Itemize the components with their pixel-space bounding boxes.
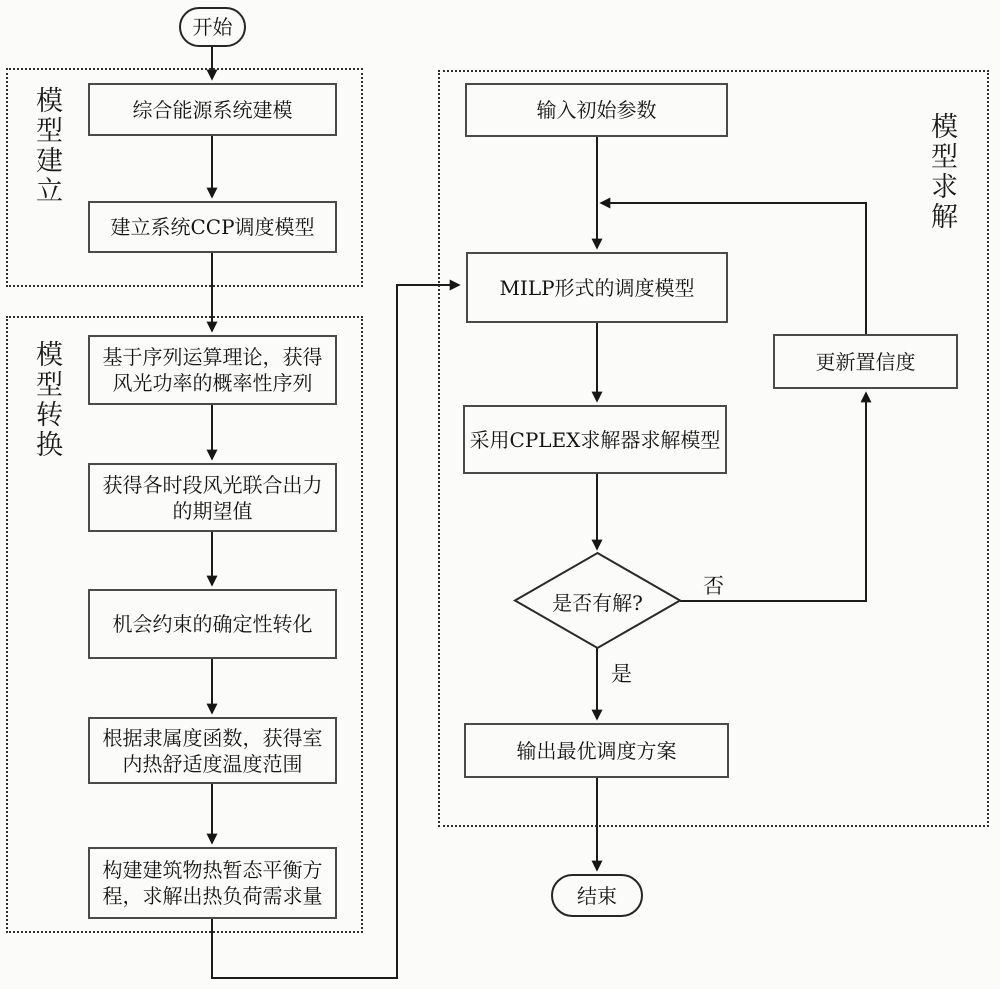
node-chance-constraint-label: 机会约束的确定性转化: [112, 612, 313, 636]
node-output-plan: [464, 723, 729, 778]
node-input-params: [465, 83, 728, 137]
node-cplex-solve: [463, 405, 727, 474]
node-joint-output: [88, 463, 337, 532]
node-thermal-balance: [88, 847, 337, 919]
branch-no-label: 否: [703, 574, 724, 598]
start-label: 开始: [192, 15, 233, 39]
node-comfort-range-line2: 内热舒适度温度范围: [122, 751, 303, 776]
node-comfort-range-line1: 根据隶属度函数，获得室: [102, 725, 323, 750]
node-chance-constraint: [88, 589, 337, 659]
group-model-building-label: 模型建立: [31, 86, 62, 206]
node-ies-modeling: [88, 83, 337, 136]
node-comfort-range: [88, 717, 337, 784]
node-input-params-label: 输入初始参数: [536, 98, 657, 122]
node-prob-sequence: [88, 335, 337, 405]
node-thermal-balance-line2: 程，求解出热负荷需求量: [102, 884, 323, 908]
node-joint-output-line2: 的期望值: [172, 498, 253, 523]
branch-yes-label: 是: [611, 662, 632, 686]
end-node: [551, 874, 643, 917]
node-milp-model-label: MILP形式的调度模型: [499, 275, 695, 300]
node-cplex-solve-label: 采用CPLEX求解器求解模型: [469, 427, 721, 452]
node-output-plan-label: 输出最优调度方案: [516, 738, 677, 763]
node-prob-sequence-line1: 基于序列运算理论，获得: [102, 345, 323, 369]
node-ccp-model-label: 建立系统CCP调度模型: [110, 215, 315, 239]
node-update-confidence-label: 更新置信度: [815, 349, 916, 374]
node-milp-model: [466, 252, 728, 323]
node-thermal-balance-line1: 构建建筑物热暂态平衡方: [102, 858, 323, 882]
node-ies-modeling-label: 综合能源系统建模: [132, 97, 293, 122]
node-prob-sequence-line2: 风光功率的概率性序列: [112, 371, 313, 395]
end-label: 结束: [577, 883, 617, 908]
decision-label: 是否有解?: [552, 590, 643, 615]
start-node: [179, 7, 246, 47]
group-model-transform-label: 模型转换: [31, 340, 62, 460]
node-update-confidence: [773, 334, 958, 389]
node-ccp-model: [88, 201, 337, 253]
group-model-solving-label: 模型求解: [926, 112, 957, 232]
node-joint-output-line1: 获得各时段风光联合出力: [102, 472, 323, 497]
